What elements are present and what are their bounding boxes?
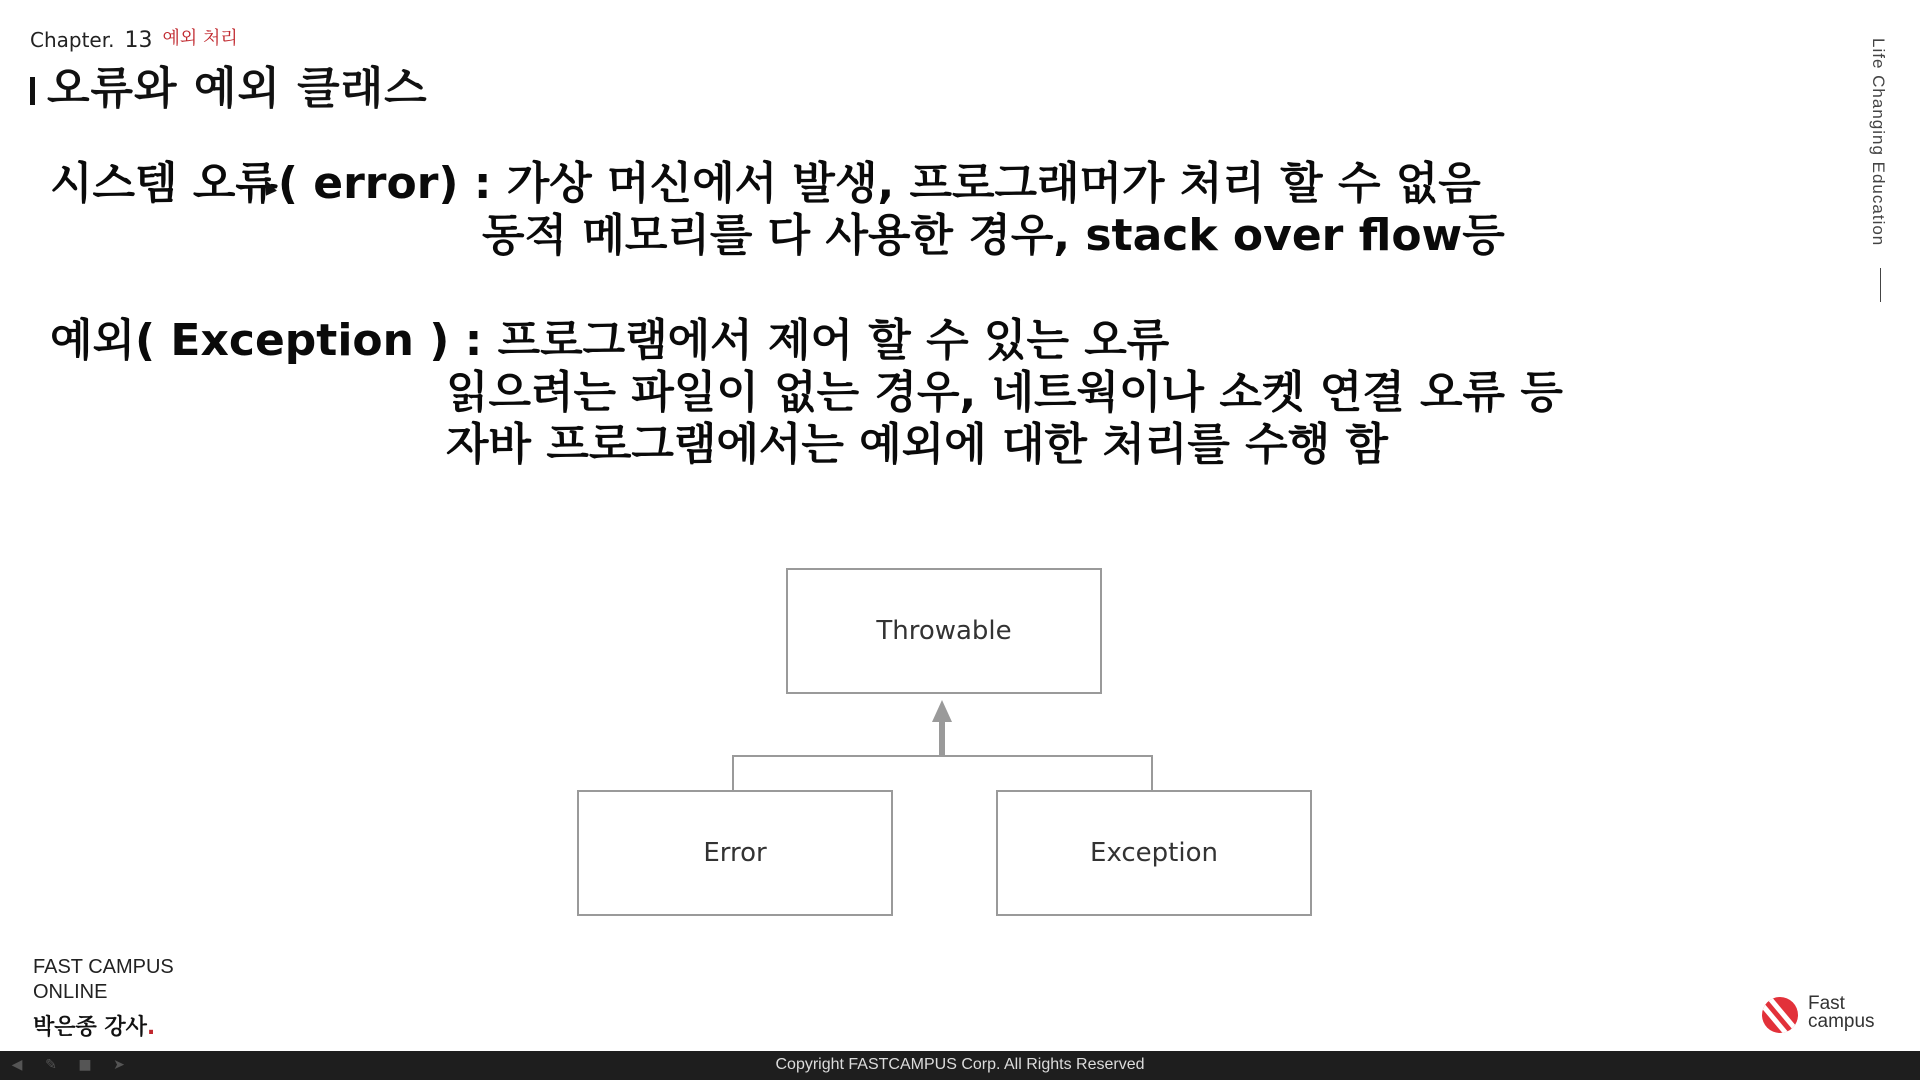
slide-title-text: 오류와 예외 클래스 [47, 63, 428, 114]
logo-text [1808, 995, 1875, 1031]
brand-line-1: FAST CAMPUS [33, 956, 174, 978]
fastcampus-logo-icon [1762, 997, 1798, 1033]
logo-text-line-2: campus [1808, 1011, 1875, 1032]
footer-brand [33, 955, 174, 1005]
instructor-name [33, 1010, 155, 1041]
instructor-text: 박은종 강사 [33, 1015, 147, 1040]
copyright-text: Copyright FASTCAMPUS Corp. All Rights Reserved [775, 1056, 1145, 1073]
arrow-right-icon[interactable]: ➤ [113, 1057, 125, 1073]
arrow-left-icon[interactable]: ◀ [11, 1057, 23, 1073]
bottom-bar [0, 1051, 1920, 1080]
error-definition-line-2: 동적 메모리를 다 사용한 경우, stack over flow등 [482, 210, 1505, 261]
throwable-box [786, 568, 1102, 694]
chapter-topic: 예외 처리 [162, 28, 238, 49]
exception-definition-line-2: 읽으려는 파일이 없는 경우, 네트웍이나 소켓 연결 오류 등 [446, 367, 1563, 418]
throwable-label: Throwable [876, 616, 1012, 646]
brand-line-2: ONLINE [33, 981, 108, 1003]
exception-definition-line-1: 예외( Exception ) : 프로그램에서 제어 할 수 있는 오류 [50, 315, 1170, 366]
fastcampus-logo [1762, 995, 1892, 1035]
error-box [577, 790, 893, 916]
error-label: Error [703, 838, 767, 868]
instructor-dot: . [146, 1015, 156, 1040]
chapter-number: 13 [124, 28, 153, 53]
pen-icon[interactable]: ✎ [45, 1057, 57, 1073]
error-definition-line-1: 시스템 오류( error) : 가상 머신에서 발생, 프로그래머가 처리 할 수 없음 [50, 158, 1481, 209]
side-tagline: Life Changing Education [1869, 38, 1888, 247]
exception-definition-line-3: 자바 프로그램에서는 예외에 대한 처리를 수행 함 [446, 419, 1388, 470]
exception-box [996, 790, 1312, 916]
inheritance-arrow-head [932, 700, 952, 722]
branch-lines [733, 756, 1152, 790]
chapter-label: Chapter. [30, 28, 115, 52]
exception-label: Exception [1090, 838, 1218, 868]
logo-text-line-1: Fast [1808, 993, 1845, 1014]
slide-menu-icon[interactable]: ■ [78, 1057, 92, 1073]
